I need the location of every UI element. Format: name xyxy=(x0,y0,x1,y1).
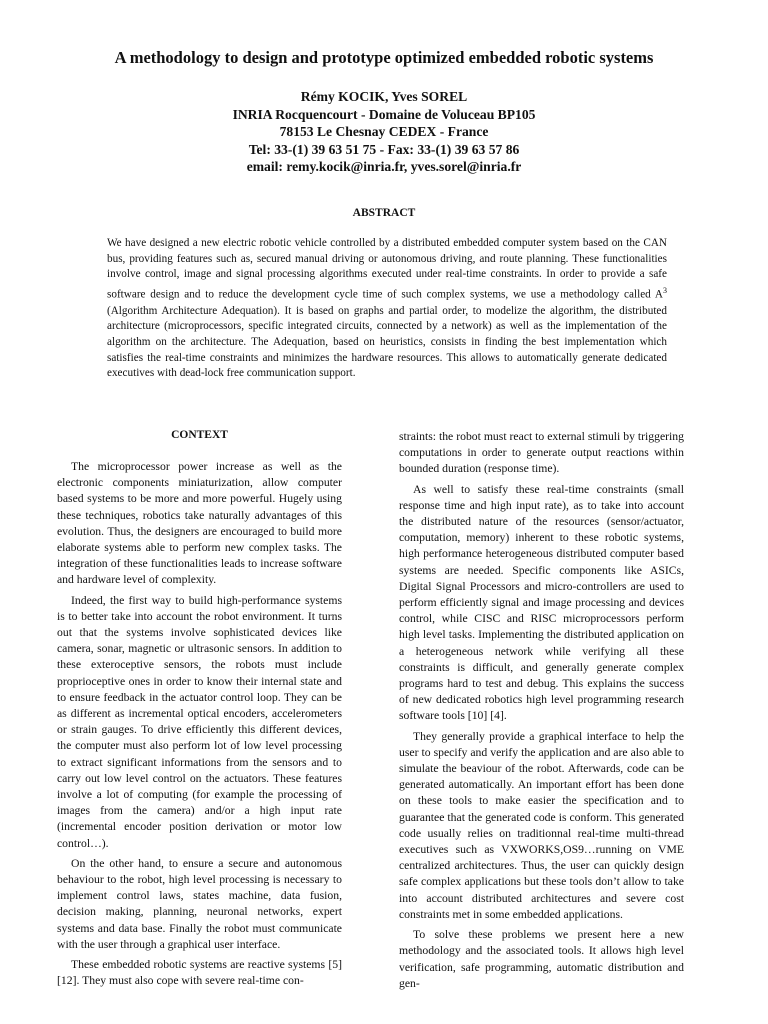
author-affiliation: INRIA Rocquencourt - Domaine de Voluceau BP105 xyxy=(232,106,536,122)
author-email: email: remy.kocik@inria.fr, yves.sorel@inria.fr xyxy=(246,159,522,175)
author-address: 78153 Le Chesnay CEDEX - France xyxy=(279,124,489,140)
paragraph: On the other hand, to ensure a secure and autonomous behaviour to the robot, high level processing is necessary to implement control laws, states machine, data fusion, decision making, planning, neuronal networks, expert systems and data base. Finally the robot must communicate with the user through a graphical user interface. xyxy=(57,856,342,951)
paragraph: Indeed, the first way to build high-performance systems is to better take into account the robot environment. It turns out that the systems involve sophisticated devices like camera, sonar, magnetic or ultrasonic sensors. In addition to these exteroceptive sensors, the robots must include proprioceptive ones in order to know their internal state and to ensure feedback in the actuator control loop. They can be as different as incremental optical encoders, accelerometers or strain gauges. To drive efficiently this different devices, the computer must also perform lot of low level processing to extract significant informations from the sensors and to carry out low level control on the actuators. These features involve a lot of computing (for example the processing of images from the camera) and/or a high input rate (incremental encoder position derivation or motor low control…). xyxy=(57,593,342,850)
paragraph: These embedded robotic systems are reactive systems [5][12]. They must also cope with severe real-time con- xyxy=(57,958,342,988)
paper-title: A methodology to design and prototype optimized embedded robotic systems xyxy=(114,48,654,67)
paragraph: The microprocessor power increase as well as the electronic components miniaturization, allow computer based systems to be more and more powerful. Hugely using these techniques, robotics take naturally advantages of this evolution. Thus, the designers are encouraged to build more elaborate systems able to perform new complex tasks. The integration of these functionalities leads to increase software and hardware level of complexity. xyxy=(57,460,342,587)
section-heading-context: CONTEXT xyxy=(171,429,228,441)
abstract-text-part2: (Algorithm Architecture Adequation). It is based on graphs and partial order, to modelize the algorithm, the distributed architecture (microprocessors, specific integrated circuits, connected by a network) as well as the implementation of the algorithm on the architecture. The Adequation, based on heuristics, consists in finding the best implementation which satisfies the real-time constraints and minimizes the hardware resources. This allows to automatically generate dedicated executives with dead-lock free communication support. xyxy=(107,304,667,380)
right-column xyxy=(399,429,684,996)
abstract-text-part1: We have designed a new electric robotic vehicle controlled by a distributed embedded computer system based on the CAN bus, providing features such as, secured manual driving or autonomous driving, and route planning. These functionalities involve control, image and signal processing algorithms executed under real-time constraints. In order to provide a safe software design and to reduce the development cycle time of such complex systems, we use a methodology called A xyxy=(107,237,667,301)
paragraph: They generally provide a graphical interface to help the user to specify and verify the application and are also able to simulate the beaviour of the robot. Afterwards, code can be generated automatically. An important effort has been done on these tools to make easier the specification and to guarantee that the generated code is conform. This generated code usually relies on traditionnal real-time multi-thread executives such as VXWORKS,OS9…running on VME centralized architectures. Thus, the user can quickly design safe complex applications but these tools don’t allow to take into account distributed architectures and severe cost constraints met in some embedded applications. xyxy=(399,729,684,921)
left-column xyxy=(57,427,342,994)
abstract-heading: ABSTRACT xyxy=(352,207,416,219)
paragraph: To solve these problems we present here a new methodology and the associated tools. It allows high level verification, safe programming, automatic distribution and gen- xyxy=(399,928,684,990)
author-phone-fax: Tel: 33-(1) 39 63 51 75 - Fax: 33-(1) 39 63 57 86 xyxy=(248,141,520,157)
abstract-text xyxy=(107,236,667,382)
paragraph: As well to satisfy these real-time constraints (small response time and high input rate), as to take into account the distributed nature of the resources (sensor/actuator, computation, memory) inherent to these robotic systems, high performance heterogeneous distributed computer based systems are needed. Specific components like ASICs, Digital Signal Processors and micro-controllers are used to perform efficiently signal and image processing and devices control, while CISC and RISC microprocessors perform high level tasks. Implementing the distributed application on a heterogeneous network while verifying all these constraints is difficult, and generally generate complex programs hard to test and debug. This explains the success of new dedicated robotics high level programming research software tools [10] [4]. xyxy=(399,482,684,723)
abstract-superscript: 3 xyxy=(663,286,667,296)
author-block xyxy=(40,88,728,176)
author-names: Rémy KOCIK, Yves SOREL xyxy=(300,89,468,104)
paragraph-continued: straints: the robot must react to external stimuli by triggering computations in order to generate output reactions within bounded duration (response time). xyxy=(399,430,684,476)
